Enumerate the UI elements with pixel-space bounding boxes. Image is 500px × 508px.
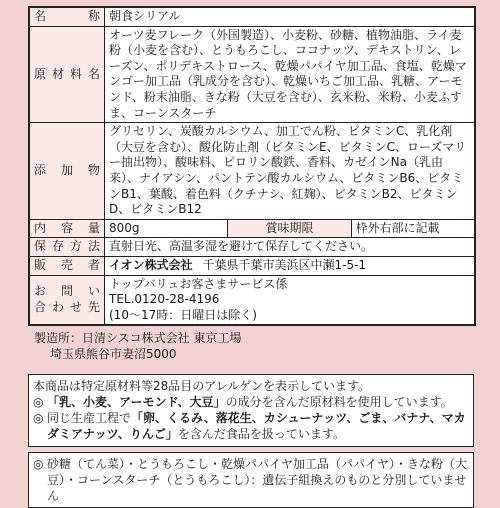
contact-line1: トップバリュお客さまサービス係 <box>109 276 288 291</box>
bullet-marker: ◎ <box>33 395 44 409</box>
food-label-table <box>28 6 476 326</box>
ingredients-value: オーツ麦フレーク（外国製造）、小麦粉、砂糖、植物油脂、ライ麦粉（小麦を含む）、とうもろこし、ココナッツ、デキストリン、レーズン、ポリデキストロース、乾燥パパイヤ加工品、食塩、乾燥マンゴー加工品（乳成分を含む）、乾燥いちご加工品、乳糖、アーモンド、粉末油脂、きな粉（大豆を含む）、玄米粉、米粉、小麦ふすま、コーンスターチ <box>105 26 475 123</box>
seller-value <box>105 256 475 275</box>
contact-header-line1: お問い <box>34 284 100 299</box>
additives-header: 添加物 <box>30 123 105 220</box>
gmo-note-text: 砂糖（てん菜）・とうもろこし・乾燥パパイヤ加工品（パパイヤ）・きな粉（大豆）・コーンスターチ（とうもろこし）：遺伝子組換えのものと分別していません <box>47 457 468 503</box>
seller-company: イオン株式会社 <box>109 257 193 272</box>
storage-value: 直射日光、高温多湿を避けて保存してください。 <box>105 238 475 257</box>
contact-phone: TEL.0120-28-4196 <box>109 292 220 307</box>
allergen-intro: 本商品は特定原材料等28品目のアレルゲンを表示しています。 <box>33 379 371 393</box>
row-ingredients <box>30 26 475 123</box>
storage-header: 保存方法 <box>30 238 105 257</box>
content-value: 800g <box>105 219 228 238</box>
contact-value <box>105 275 475 325</box>
name-value: 朝食シリアル <box>105 8 475 27</box>
bullet-marker: ◎ <box>33 411 44 425</box>
allergen-list-shared-line: 「卵、くるみ、落花生、カシューナッツ、ごま、バナナ、マカダミアナッツ、りんご」 <box>47 411 466 441</box>
row-additives <box>30 123 475 220</box>
expiry-header: 賞味期限 <box>228 219 351 238</box>
row-content <box>30 219 475 238</box>
manufacturer-info <box>34 330 241 362</box>
additives-value: グリセリン、炭酸カルシウム、加工でん粉、ビタミンC、乳化剤（大豆を含む）、酸化防止剤（ビタミンE、ビタミンC、ローズマリー抽出物）、酸味料、ピロリン酸鉄、香料、カゼインNa（乳由来）、ナイアシン、パントテン酸カルシウム、ビタミンB6、ビタミンB1、葉酸、着色料（クチナシ、紅麹）、ビタミンB2、ビタミンD、ビタミンB12 <box>105 123 475 220</box>
contact-hours: (10～17時：日曜日は除く) <box>109 307 257 322</box>
allergen-bullet-1: ◎ 「乳、小麦、アーモンド、大豆」の成分を含んだ原材料を使用しています。 <box>33 395 453 409</box>
contact-header <box>30 275 105 325</box>
row-seller <box>30 256 475 275</box>
ingredients-header: 原材料名 <box>30 26 105 123</box>
allergen-bullet-2: ◎ 同じ生産工程で「卵、くるみ、落花生、カシューナッツ、ごま、バナナ、マカダミアナッツ、りんご」を含んだ食品を扱っています。 <box>33 411 466 441</box>
contact-header-line2: 合わせ先 <box>34 299 100 314</box>
row-name <box>30 8 475 27</box>
name-header: 名 称 <box>30 8 105 27</box>
seller-header: 販売者 <box>30 256 105 275</box>
expiry-value: 枠外右部に記載 <box>351 219 474 238</box>
manufacturer-line2: 埼玉県熊谷市妻沼5000 <box>50 347 177 361</box>
allergen-list-used: 「乳、小麦、アーモンド、大豆」 <box>47 395 226 409</box>
seller-address: 千葉県千葉市美浜区中瀬1-5-1 <box>202 257 367 272</box>
bullet-marker: ◎ <box>33 457 44 471</box>
row-contact <box>30 275 475 325</box>
row-storage <box>30 238 475 257</box>
allergen-notice <box>28 374 474 447</box>
content-header: 内容量 <box>30 219 105 238</box>
manufacturer-line1: 製造所：日清シスコ株式会社 東京工場 <box>34 331 242 345</box>
